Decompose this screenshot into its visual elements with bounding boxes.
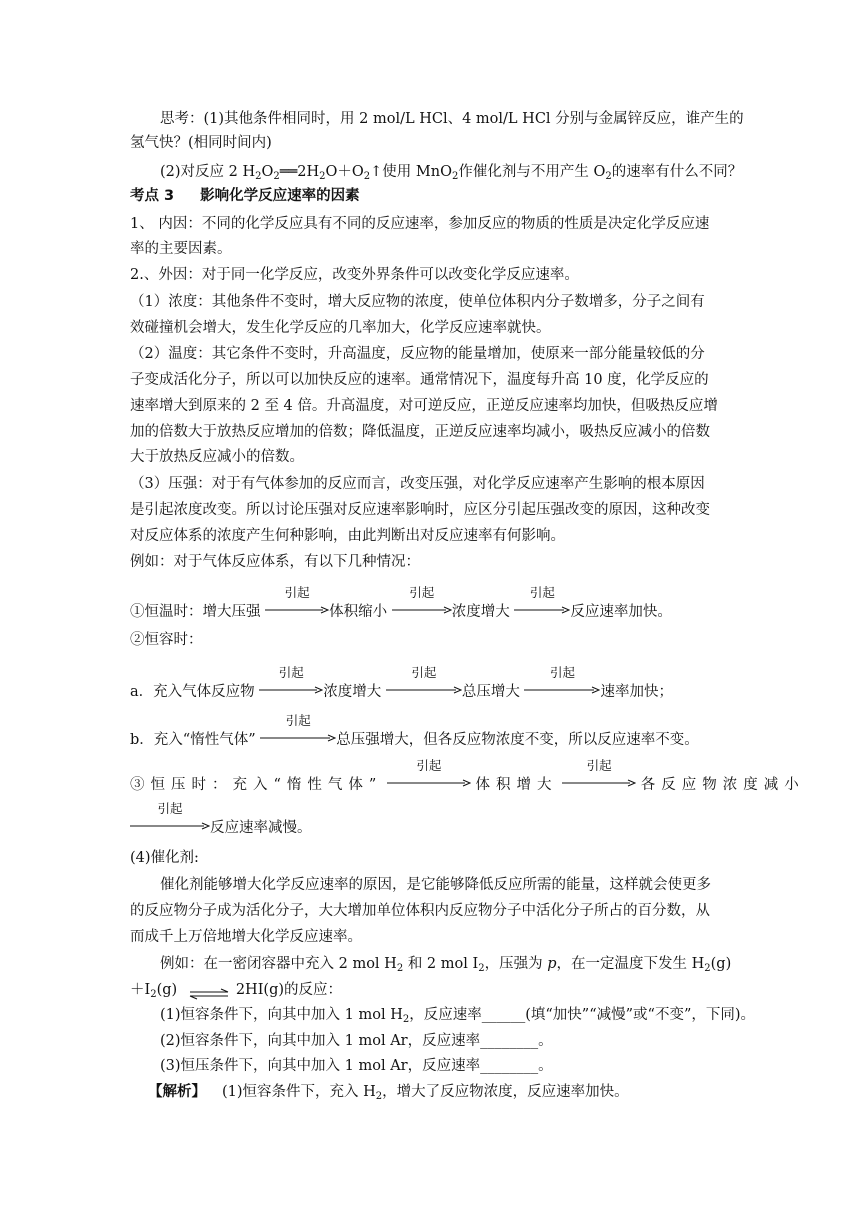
flow-constant-volume-title: ②恒容时： <box>130 632 203 648</box>
arrow-icon: 引起 <box>265 606 329 616</box>
concentration-line-2: 效碰撞机会增大，发生化学反应的几率加大，化学反应速率就快。 <box>130 320 551 336</box>
example-line-2: $+I_2(g)$ 2HI(g)的反应： <box>130 982 343 1000</box>
arrow-icon: 引起 <box>514 606 570 616</box>
internal-factor-line-2: 率的主要因素。 <box>130 241 232 257</box>
flow-add-inert-gas-constant-volume: b．充入“惰性气体” 引起 总压强增大，但各反应物浓度不变，所以反应速率不变。 <box>130 713 699 748</box>
temperature-line-3: 速率增大到原来的 2 至 4 倍。升高温度，对可逆反应，正逆反应速率均加快，但吸热反应增 <box>130 398 718 414</box>
example-question-1: (1)恒容条件下，向其中加入 1 mol $H_2$，反应速率______(填“加快”“减慢”或“不变”，下同)。 <box>160 1007 756 1025</box>
think-question-1: 思考：(1)其他条件相同时，用 2 mol/L HCl、4 mol/L HCl 分别与金属锌反应，谁产生的 <box>160 111 744 127</box>
temperature-line-2: 子变成活化分子，所以可以加快反应的速率。通常情况下，温度每升高 10 度，化学反应的 <box>130 372 709 388</box>
example-question-2: (2)恒容条件下，向其中加入 1 mol Ar，反应速率________。 <box>160 1033 553 1049</box>
temperature-line-5: 大于放热反应减小的倍数。 <box>130 449 304 465</box>
arrow-icon: 引起 <box>387 779 471 789</box>
pressure-line-1: （3）压强：对于有气体参加的反应而言，改变压强，对化学反应速率产生影响的根本原因 <box>130 476 705 492</box>
equilibrium-arrow-icon <box>188 984 230 996</box>
catalyst-line-1: 催化剂能够增大化学反应速率的原因，是它能够降低反应所需的能量，这样就会使更多 <box>160 877 711 893</box>
external-factor-line: 2.、外因：对于同一化学反应，改变外界条件可以改变化学反应速率。 <box>130 267 579 283</box>
example-line-1: 例如：在一密闭容器中充入 2 mol $H_2$ 和 2 mol $I_2$，压强为 p，在一定温度下发生 $H_2(g)$ <box>160 956 732 974</box>
arrow-icon: 引起 <box>392 606 452 616</box>
flow-constant-pressure: ③恒压时：充入“惰性气体” 引起 体积增大 引起 各反应物浓度减小 <box>130 758 805 793</box>
arrow-icon: 引起 <box>259 686 323 696</box>
example-intro: 例如：对于气体反应体系，有以下几种情况： <box>130 554 420 570</box>
example-question-3: (3)恒压条件下，向其中加入 1 mol Ar，反应速率________。 <box>160 1058 553 1074</box>
section-heading: 考点 3 影响化学反应速率的因素 <box>130 188 360 204</box>
flow-add-reactant-gas: a．充入气体反应物 引起 浓度增大 引起 总压增大 引起 速率加快； <box>130 665 673 700</box>
think-question-2: (2)对反应 2 $H_2O_2══2H_2O+O_2↑$使用 MnO$_2$作催化剂与不用产生 $O_2$的速率有什么不同？ <box>160 164 743 182</box>
temperature-line-1: （2）温度：其它条件不变时，升高温度，反应物的能量增加，使原来一部分能量较低的分 <box>130 346 705 362</box>
internal-factor-line-1: 1、 内因：不同的化学反应具有不同的反应速率，参加反应的物质的性质是决定化学反应速 <box>130 216 710 232</box>
arrow-icon: 引起 <box>562 779 636 789</box>
pressure-line-2: 是引起浓度改变。所以讨论压强对反应速率影响时，应区分引起压强改变的原因，这种改变 <box>130 502 710 518</box>
think-question-1-cont: 氢气快？(相同时间内) <box>130 135 272 151</box>
solution-line: 【解析】 (1)恒容条件下，充入 $H_2$，增大了反应物浓度，反应速率加快。 <box>148 1084 629 1102</box>
concentration-line-1: （1）浓度：其他条件不变时，增大反应物的浓度，使单位体积内分子数增多，分子之间有 <box>130 294 705 310</box>
arrow-icon: 引起 <box>386 686 462 696</box>
temperature-line-4: 加的倍数大于放热反应增加的倍数；降低温度，正逆反应速率均减小，吸热反应减小的倍数 <box>130 424 710 440</box>
flow-constant-temperature: ①恒温时：增大压强 引起 体积缩小 引起 浓度增大 引起 反应速率加快。 <box>130 585 672 620</box>
catalyst-line-2: 的反应物分子成为活化分子，大大增加单位体积内反应物分子中活化分子所占的百分数，从 <box>130 903 710 919</box>
pressure-line-3: 对反应体系的浓度产生何种影响，由此判断出对反应速率有何影响。 <box>130 528 565 544</box>
flow-constant-pressure-cont: 引起 反应速率减慢。 <box>130 816 734 840</box>
arrow-icon: 引起 <box>130 822 210 832</box>
catalyst-line-3: 而成千上万倍地增大化学反应速率。 <box>130 929 362 945</box>
arrow-icon: 引起 <box>260 734 336 744</box>
arrow-icon: 引起 <box>524 686 600 696</box>
catalyst-title: (4)催化剂: <box>130 850 199 866</box>
